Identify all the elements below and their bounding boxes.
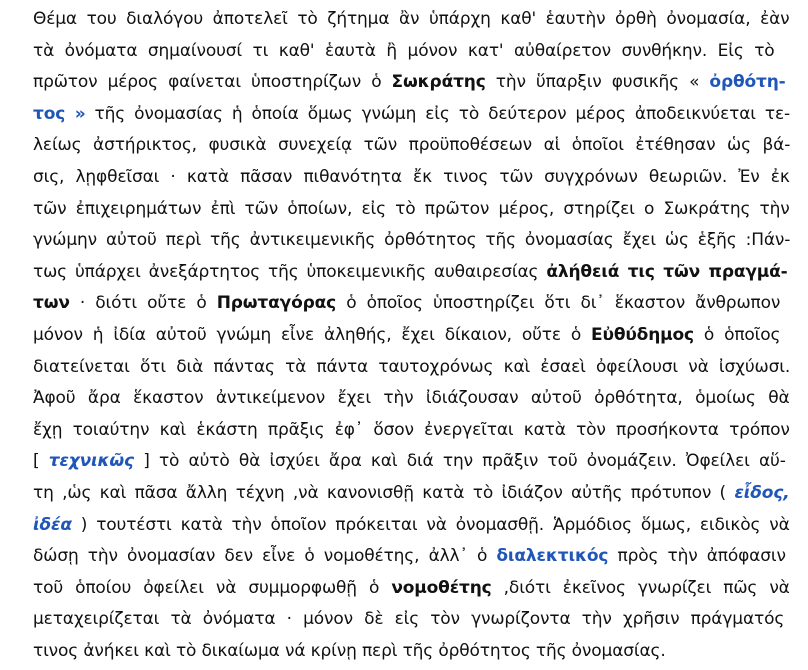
text-run: πρὸς τὴν ἀπόφασιν [608,546,786,567]
bold-term: ἀλήθειά τις τῶν πραγμά- [546,261,788,282]
highlighted-term: ὀρθότη- [709,72,786,93]
text-line [33,636,790,668]
text-run: μόνον ἡ ἰδία αὐτοῦ γνώμη εἶνε ἀληθής, ἔχει δίκαιον, οὔτε ὁ [33,324,592,345]
italic-term: ἰδέα [33,514,72,535]
text-run: ὁ ὁποῖος [693,324,781,345]
text-run: τὰ ὀνόματα σημαίνουσί τι καθ' ἑαυτὰ ἢ μόνον κατ' αὐθαίρετον συνθήκην. Εἰς τὸ [33,40,775,61]
text-line [33,383,790,415]
text-line [33,36,790,68]
bold-term: νομοθέτης [391,577,492,598]
text-line [33,541,790,573]
text-line [33,162,790,194]
text-line [33,415,790,447]
italic-term: τεχνικῶς [48,451,134,472]
text-run: τῆς ὀνομασίας ἡ ὁποία ὅμως γνώμη εἰς τὸ δεύτερον μέρος ἀποδεικνύεται τε- [85,103,791,124]
text-run: Ἀφοῦ ἄρα ἕκαστον ἀντικείμενον ἔχει τὴν ἰδιάζουσαν αὐτοῦ ὀρθότητα, ὁμοίως θὰ [33,388,790,409]
highlighted-term: διαλεκτικός [496,546,609,567]
text-run: [ [33,451,49,472]
text-line [33,99,790,131]
text-run: τῶν ἐπιχειρημάτων ἐπὶ τῶν ὁποίων, εἰς τὸ πρῶτον μέρος, στηρίζει ο Σωκράτης τὴν [33,198,790,219]
text-run: λείως ἀστήρικτος, φυσικὰ συνεχείᾳ τῶν προϋποθέσεων αἱ ὁποῖοι ἐτέθησαν ὡς βά- [33,135,791,156]
text-line [33,320,790,352]
body-paragraph [33,4,790,667]
text-line [33,130,790,162]
text-line [33,288,790,320]
text-run: ἔχῃ τοιαύτην καὶ ἑκάστη πρᾶξις ἐφ᾽ ὅσον ἐνεργεῖται κατὰ τὸν προσήκοντα τρόπον [33,419,790,440]
text-run: τὴν ὕπαρξιν φυσικῆς « [485,72,710,93]
text-run: γνώμην αὐτοῦ περὶ τῆς ἀντικειμενικῆς ὀρθότητος τῆς ὀνομασίας ἔχει ὡς ἑξῆς :Πάν- [33,230,791,251]
text-run: τινος ἀνήκει καὶ τὸ δικαίωμα νά κρίνῃ περὶ τῆς ὀρθότητος τῆς ὀνομασίας. [33,640,666,661]
text-run: · διότι οὔτε ὁ [69,293,217,314]
bold-term: Σωκράτης [391,72,486,93]
bold-term: Πρωταγόρας [216,293,337,314]
text-run: δώσῃ τὴν ὀνομασίαν δεν εἶνε ὁ νομοθέτης, ἀλλ᾽ ὁ [33,546,497,567]
text-run: τη ,ὡς καὶ πᾶσα ἄλλη τέχνη ,νὰ κανονισθῇ κατὰ τὸ ἰδιάζον αὐτῆς πρότυπον ( [33,482,735,503]
text-run: διατείνεται ὅτι διὰ πάντας τὰ πάντα ταυτοχρόνως καὶ ἐσαεὶ ὀφείλουσι νὰ ἰσχύωσι. [33,356,791,377]
text-line [33,4,790,36]
text-line [33,67,790,99]
text-line [33,446,790,478]
text-line [33,573,790,605]
text-line [33,352,790,384]
text-line [33,225,790,257]
text-run: πρῶτον μέρος φαίνεται ὑποστηρίζων ὁ [33,72,392,93]
bold-term: Εὐθύδημος [591,324,694,345]
text-run: Θέμα του διαλόγου ἀποτελεῖ τὸ ζήτημα ἂν ὑπάρχη καθ' ἑαυτὴν ὀρθὴ ὀνομασία, ἐὰν [33,9,790,29]
text-run: ) τουτέστι κατὰ τὴν ὁποῖον πρόκειται νὰ ὀνομασθῇ. Ἁρμόδιος ὅμως, ειδικὸς νὰ [71,514,790,535]
bold-term: των [33,293,70,314]
text-line [33,194,790,226]
text-line [33,257,790,289]
text-line [33,604,790,636]
text-run: ὁ ὁποῖος ὑποστηρίζει ὅτι δι᾽ ἕκαστον ἄνθρωπον [336,293,781,314]
text-line [33,478,790,510]
text-line [33,510,790,542]
text-run: τως ὑπάρχει ἀνεξάρτητος τῆς ὑποκειμενικῆς αυθαιρεσίας [33,261,547,282]
text-run: ,διότι ἐκεῖνος γνωρίζει πῶς νὰ [491,577,790,598]
text-run: τοῦ ὁποίου ὀφείλει νὰ συμμορφωθῇ ὁ [33,577,392,598]
italic-term: εἶδος, [734,482,790,503]
text-run: μεταχειρίζεται τὰ ὀνόματα · μόνον δὲ εἰς τὸν γνωρίζοντα τὴν χρῆσιν πράγματός [33,609,785,630]
highlighted-term: τος » [33,103,86,124]
text-run: σις, λῃφθεῖσαι · κατὰ πᾶσαν πιθανότητα ἔκ τινος τῶν συγχρόνων θεωριῶν. Ἐν ἐκ [33,166,790,187]
text-run: ] τὸ αὐτὸ θὰ ἰσχύει ἄρα καὶ διά την πρᾶξιν τοῦ ὀνομάζειν. Ὀφείλει αὕ- [133,451,786,472]
